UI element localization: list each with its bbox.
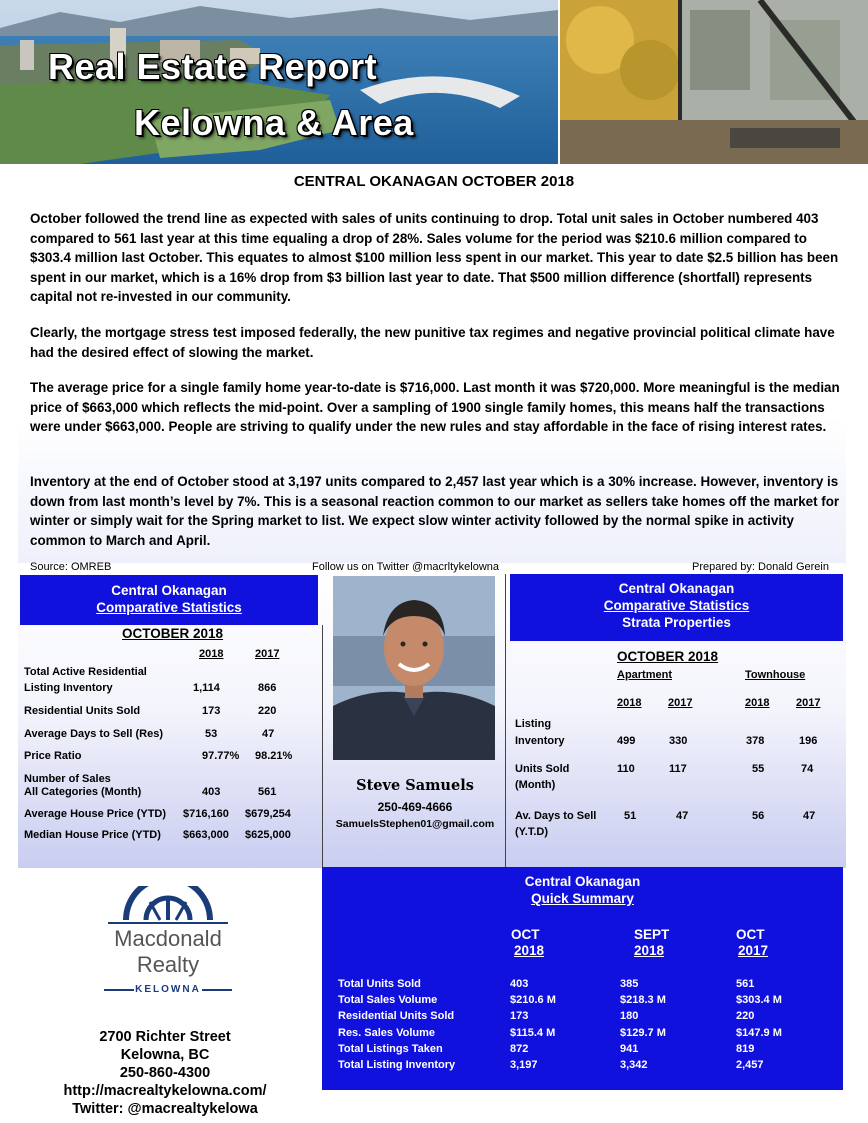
paragraph-sales: October followed the trend line as expected with sales of units continuing to drop. Total unit sales in October numbered 403 compared to 561 last year at this time equaling a drop of 28%. Sales volume for the period was $210.6 million compared to $303.4 million last October. This equates to almost $100 million less spent in our market. This year to date $2.5 billion has been spent in our market, which is a 16% drop from $3 billion last year to date. That $500 million difference (shortfall) represents capital not re-invested in our community. — [30, 211, 839, 304]
logo-word-realty: Realty — [136, 952, 200, 977]
left-stats-header-line1: Central Okanagan — [111, 583, 227, 598]
left-col-2017: 2017 — [255, 648, 280, 660]
left-row-label: Number of Sales — [24, 773, 111, 785]
left-row-value-2017: 47 — [262, 728, 275, 740]
qs-row-value: 3,197 — [510, 1059, 538, 1071]
office-twitter: Twitter: @macrealtykelowa — [72, 1101, 258, 1117]
logo-word-macdonald: Macdonald — [114, 926, 222, 951]
left-row-label: Average House Price (YTD) — [24, 808, 167, 820]
left-row-value-2017: 866 — [258, 682, 277, 694]
qs-row-label: Res. Sales Volume — [338, 1027, 436, 1039]
apartment-group-label: Apartment — [617, 669, 673, 681]
header-banner — [0, 0, 868, 164]
left-row-value-2017: 220 — [258, 705, 277, 717]
qs-column-month: SEPT — [634, 927, 670, 942]
right-table-title: OCTOBER 2018 — [617, 649, 719, 664]
townhouse-group-label: Townhouse — [745, 669, 806, 681]
qs-row-label: Total Listing Inventory — [338, 1059, 456, 1071]
left-row-value-2018: $663,000 — [183, 829, 229, 841]
qs-row-value: 941 — [620, 1043, 639, 1055]
right-stats-header-line1: Central Okanagan — [618, 581, 735, 596]
right-stats-header-line2: Comparative Statistics — [603, 598, 750, 613]
quick-summary-panel — [322, 867, 843, 1090]
office-interior-photo — [560, 0, 868, 164]
paragraph-inventory: Inventory at the end of October stood at 3,197 units compared to 2,457 last year which is a 30% increase. However, inventory is down from last month’s level by 7%. This is a seasonal reaction common to our market as sellers take homes off the market for winter or simply wait for the Spring market to list. We expect slow winter activity followed by the normal spike in activity common to March and April. — [30, 474, 840, 548]
quick-summary-header-line2: Quick Summary — [531, 891, 634, 906]
left-row-label: Listing Inventory — [24, 682, 113, 694]
left-row-value-2017: $679,254 — [245, 808, 291, 820]
paragraph-policy: Clearly, the mortgage stress test imposed federally, the new punitive tax regimes and negative provincial political climate have had the desired effect of slowing the market. — [30, 325, 835, 360]
th-value-2017: 74 — [801, 763, 814, 775]
apt-col-2017: 2017 — [668, 697, 693, 709]
office-website-link[interactable]: http://macrealtykelowna.com/ — [63, 1083, 267, 1099]
left-row-value-2018: 173 — [202, 705, 221, 717]
qs-column-month: OCT — [736, 927, 765, 942]
left-row-value-2018: 403 — [202, 786, 221, 798]
right-stats-header — [510, 574, 843, 641]
th-value-2018: 56 — [752, 810, 765, 822]
left-col-2018: 2018 — [199, 648, 224, 660]
qs-row-label: Total Units Sold — [338, 978, 421, 990]
left-row-label: All Categories (Month) — [24, 786, 142, 798]
twitter-note: Follow us on Twitter @macrltykelowna — [312, 561, 500, 573]
qs-row-value: $218.3 M — [620, 994, 666, 1006]
right-row-label: (Month) — [515, 779, 556, 791]
left-row-value-2017: $625,000 — [245, 829, 291, 841]
agent-name: Steve Samuels — [356, 777, 474, 794]
left-row-value-2018: 1,114 — [193, 682, 220, 694]
logo-word-kelowna: KELOWNA — [135, 984, 201, 995]
quick-summary-header — [322, 873, 843, 907]
left-row-value-2018: 53 — [205, 728, 218, 740]
th-value-2018: 378 — [746, 735, 765, 747]
prepared-by-note: Prepared by: Donald Gerein — [692, 561, 829, 573]
report-heading: CENTRAL OKANAGAN OCTOBER 2018 — [293, 173, 575, 190]
banner-title-line1: Real Estate Report — [48, 46, 378, 87]
source-note: Source: OMREB — [30, 561, 112, 573]
paragraph-prices: The average price for a single family home year-to-date is $716,000. Last month it was $720,000. More meaningful is the median price of $663,000 which reflects the mid-point. Over a sampling of 1900 single family homes, this means half the transactions were under $663,000. People are striving to qualify under the new rules and stay affordable in the face of rising interest rates. — [30, 380, 840, 434]
left-stats-header-line2: Comparative Statistics — [96, 600, 242, 615]
right-row-label: Av. Days to Sell — [515, 810, 597, 822]
right-row-label: (Y.T.D) — [515, 826, 548, 838]
qs-row-value: $303.4 M — [736, 994, 782, 1006]
qs-row-value: 173 — [510, 1010, 529, 1022]
left-stats-header — [20, 575, 318, 625]
qs-row-value: 819 — [736, 1043, 755, 1055]
qs-row-value: 403 — [510, 978, 529, 990]
right-stats-header-line3: Strata Properties — [622, 615, 731, 630]
qs-row-label: Residential Units Sold — [338, 1010, 455, 1022]
apt-value-2018: 110 — [617, 763, 635, 775]
office-address: 2700 Richter Street — [99, 1029, 231, 1045]
left-row-label: Total Active Residential — [24, 666, 147, 678]
left-row-value-2018: 97.77% — [202, 750, 240, 762]
qs-row-value: 385 — [620, 978, 639, 990]
left-row-value-2018: $716,160 — [183, 808, 229, 820]
qs-column-oct-2018 — [511, 927, 544, 959]
right-row-label: Units Sold — [515, 763, 570, 775]
th-value-2017: 196 — [799, 735, 818, 747]
agent-photo — [333, 576, 495, 760]
qs-row-value: $147.9 M — [736, 1027, 782, 1039]
macdonald-realty-logo — [98, 886, 238, 1004]
qs-column-oct-2017 — [736, 927, 768, 959]
banner-title-line2: Kelowna & Area — [134, 102, 414, 143]
left-row-label: Price Ratio — [24, 750, 82, 762]
qs-column-sept-2018 — [634, 927, 669, 959]
left-row-label: Median House Price (YTD) — [24, 829, 161, 841]
left-table-title: OCTOBER 2018 — [122, 626, 224, 641]
qs-column-year: 2017 — [738, 943, 769, 958]
apt-value-2017: 47 — [676, 810, 689, 822]
apt-value-2018: 499 — [617, 735, 636, 747]
qs-row-value: $210.6 M — [510, 994, 556, 1006]
divider-left — [322, 625, 323, 867]
quick-summary-header-line1: Central Okanagan — [524, 874, 641, 889]
apt-col-2018: 2018 — [617, 697, 642, 709]
qs-column-year: 2018 — [514, 943, 545, 958]
agent-email: SamuelsStephen01@gmail.com — [335, 818, 495, 830]
th-col-2018: 2018 — [745, 697, 770, 709]
qs-row-value: 2,457 — [736, 1059, 764, 1071]
qs-row-value: $115.4 M — [510, 1027, 556, 1039]
left-row-value-2017: 561 — [258, 786, 277, 798]
qs-row-value: $129.7 M — [620, 1027, 666, 1039]
apt-value-2017: 117 — [669, 763, 687, 775]
apt-value-2017: 330 — [669, 735, 688, 747]
th-value-2017: 47 — [803, 810, 816, 822]
office-phone: 250-860-4300 — [119, 1065, 211, 1081]
right-row-label: Inventory — [515, 735, 565, 747]
th-value-2018: 55 — [752, 763, 765, 775]
qs-row-value: 3,342 — [620, 1059, 648, 1071]
qs-row-label: Total Listings Taken — [338, 1043, 443, 1055]
qs-column-month: OCT — [511, 927, 540, 942]
right-row-label: Listing — [515, 718, 552, 730]
office-city: Kelowna, BC — [120, 1047, 210, 1063]
left-row-value-2017: 98.21% — [255, 750, 293, 762]
qs-column-year: 2018 — [634, 943, 665, 958]
th-col-2017: 2017 — [796, 697, 821, 709]
qs-row-value: 872 — [510, 1043, 529, 1055]
report-body — [18, 197, 846, 563]
apt-value-2018: 51 — [624, 810, 637, 822]
agent-phone: 250-469-4666 — [377, 800, 453, 814]
left-row-label: Average Days to Sell (Res) — [24, 728, 163, 740]
qs-row-value: 561 — [736, 978, 755, 990]
qs-row-value: 180 — [620, 1010, 639, 1022]
qs-row-label: Total Sales Volume — [338, 994, 438, 1006]
qs-row-value: 220 — [736, 1010, 755, 1022]
left-row-label: Residential Units Sold — [24, 705, 141, 717]
